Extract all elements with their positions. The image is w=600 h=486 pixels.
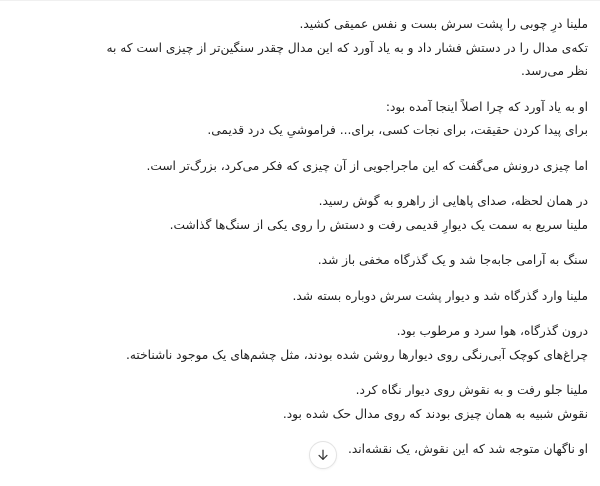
assistant-message [0, 1, 600, 462]
story-paragraph [90, 190, 588, 237]
arrow-down-icon [316, 448, 330, 462]
story-paragraph [90, 155, 588, 179]
story-paragraph [90, 379, 588, 426]
story-line: او ناگهان متوجه شد که این نقوش، یک نقشه‌اند. [347, 442, 588, 456]
story-line: نقوش شبیه به همان چیزی بودند که روی مدال حک شده بود. [282, 406, 588, 421]
story-paragraph [90, 13, 588, 84]
story-paragraph [90, 249, 588, 273]
story-line: چراغ‌های کوچک آبی‌رنگی روی دیوارها روشن شده بودند، مثل چشم‌های یک موجود ناشناخته. [125, 347, 588, 362]
story-paragraph [90, 438, 588, 462]
story-line: در همان لحظه، صدای پاهایی از راهرو به گوش رسید. [318, 194, 588, 208]
story-line: ملینا درِ چوبی را پشت سرش بست و نفس عمیقی کشید. [299, 17, 588, 31]
story-line: ملینا جلو رفت و به نقوش روی دیوار نگاه کرد. [355, 383, 588, 397]
story-line: درون گذرگاه، هوا سرد و مرطوب بود. [396, 324, 588, 338]
story-paragraph [90, 285, 588, 309]
story-line: او به یاد آورد که چرا اصلاً اینجا آمده بود: [385, 99, 588, 114]
story-line: اما چیزی درونش می‌گفت که این ماجراجویی از آن چیزی که فکر می‌کرد، بزرگ‌تر است. [146, 158, 588, 173]
story-line: تکه‌ی مدال را در دستش فشار داد و به یاد آورد که این مدال چقدر سنگین‌تر از چیزی است که به نظر می‌رسد. [106, 40, 588, 78]
scroll-to-bottom-button[interactable] [309, 441, 337, 469]
story-line: برای پیدا کردن حقیقت، برای نجات کسی، برای... فراموشیِ یک درد قدیمی. [207, 123, 588, 137]
story-paragraph [90, 96, 588, 143]
story-paragraph [90, 320, 588, 367]
story-line: ملینا سریع به سمت یک دیوارِ قدیمی رفت و دستش را روی یکی از سنگ‌ها گذاشت. [169, 217, 588, 232]
story-line: سنگ به آرامی جابه‌جا شد و یک گذرگاه مخفی باز شد. [317, 253, 588, 267]
story-line: ملینا وارد گذرگاه شد و دیوار پشت سرش دوباره بسته شد. [292, 288, 588, 303]
